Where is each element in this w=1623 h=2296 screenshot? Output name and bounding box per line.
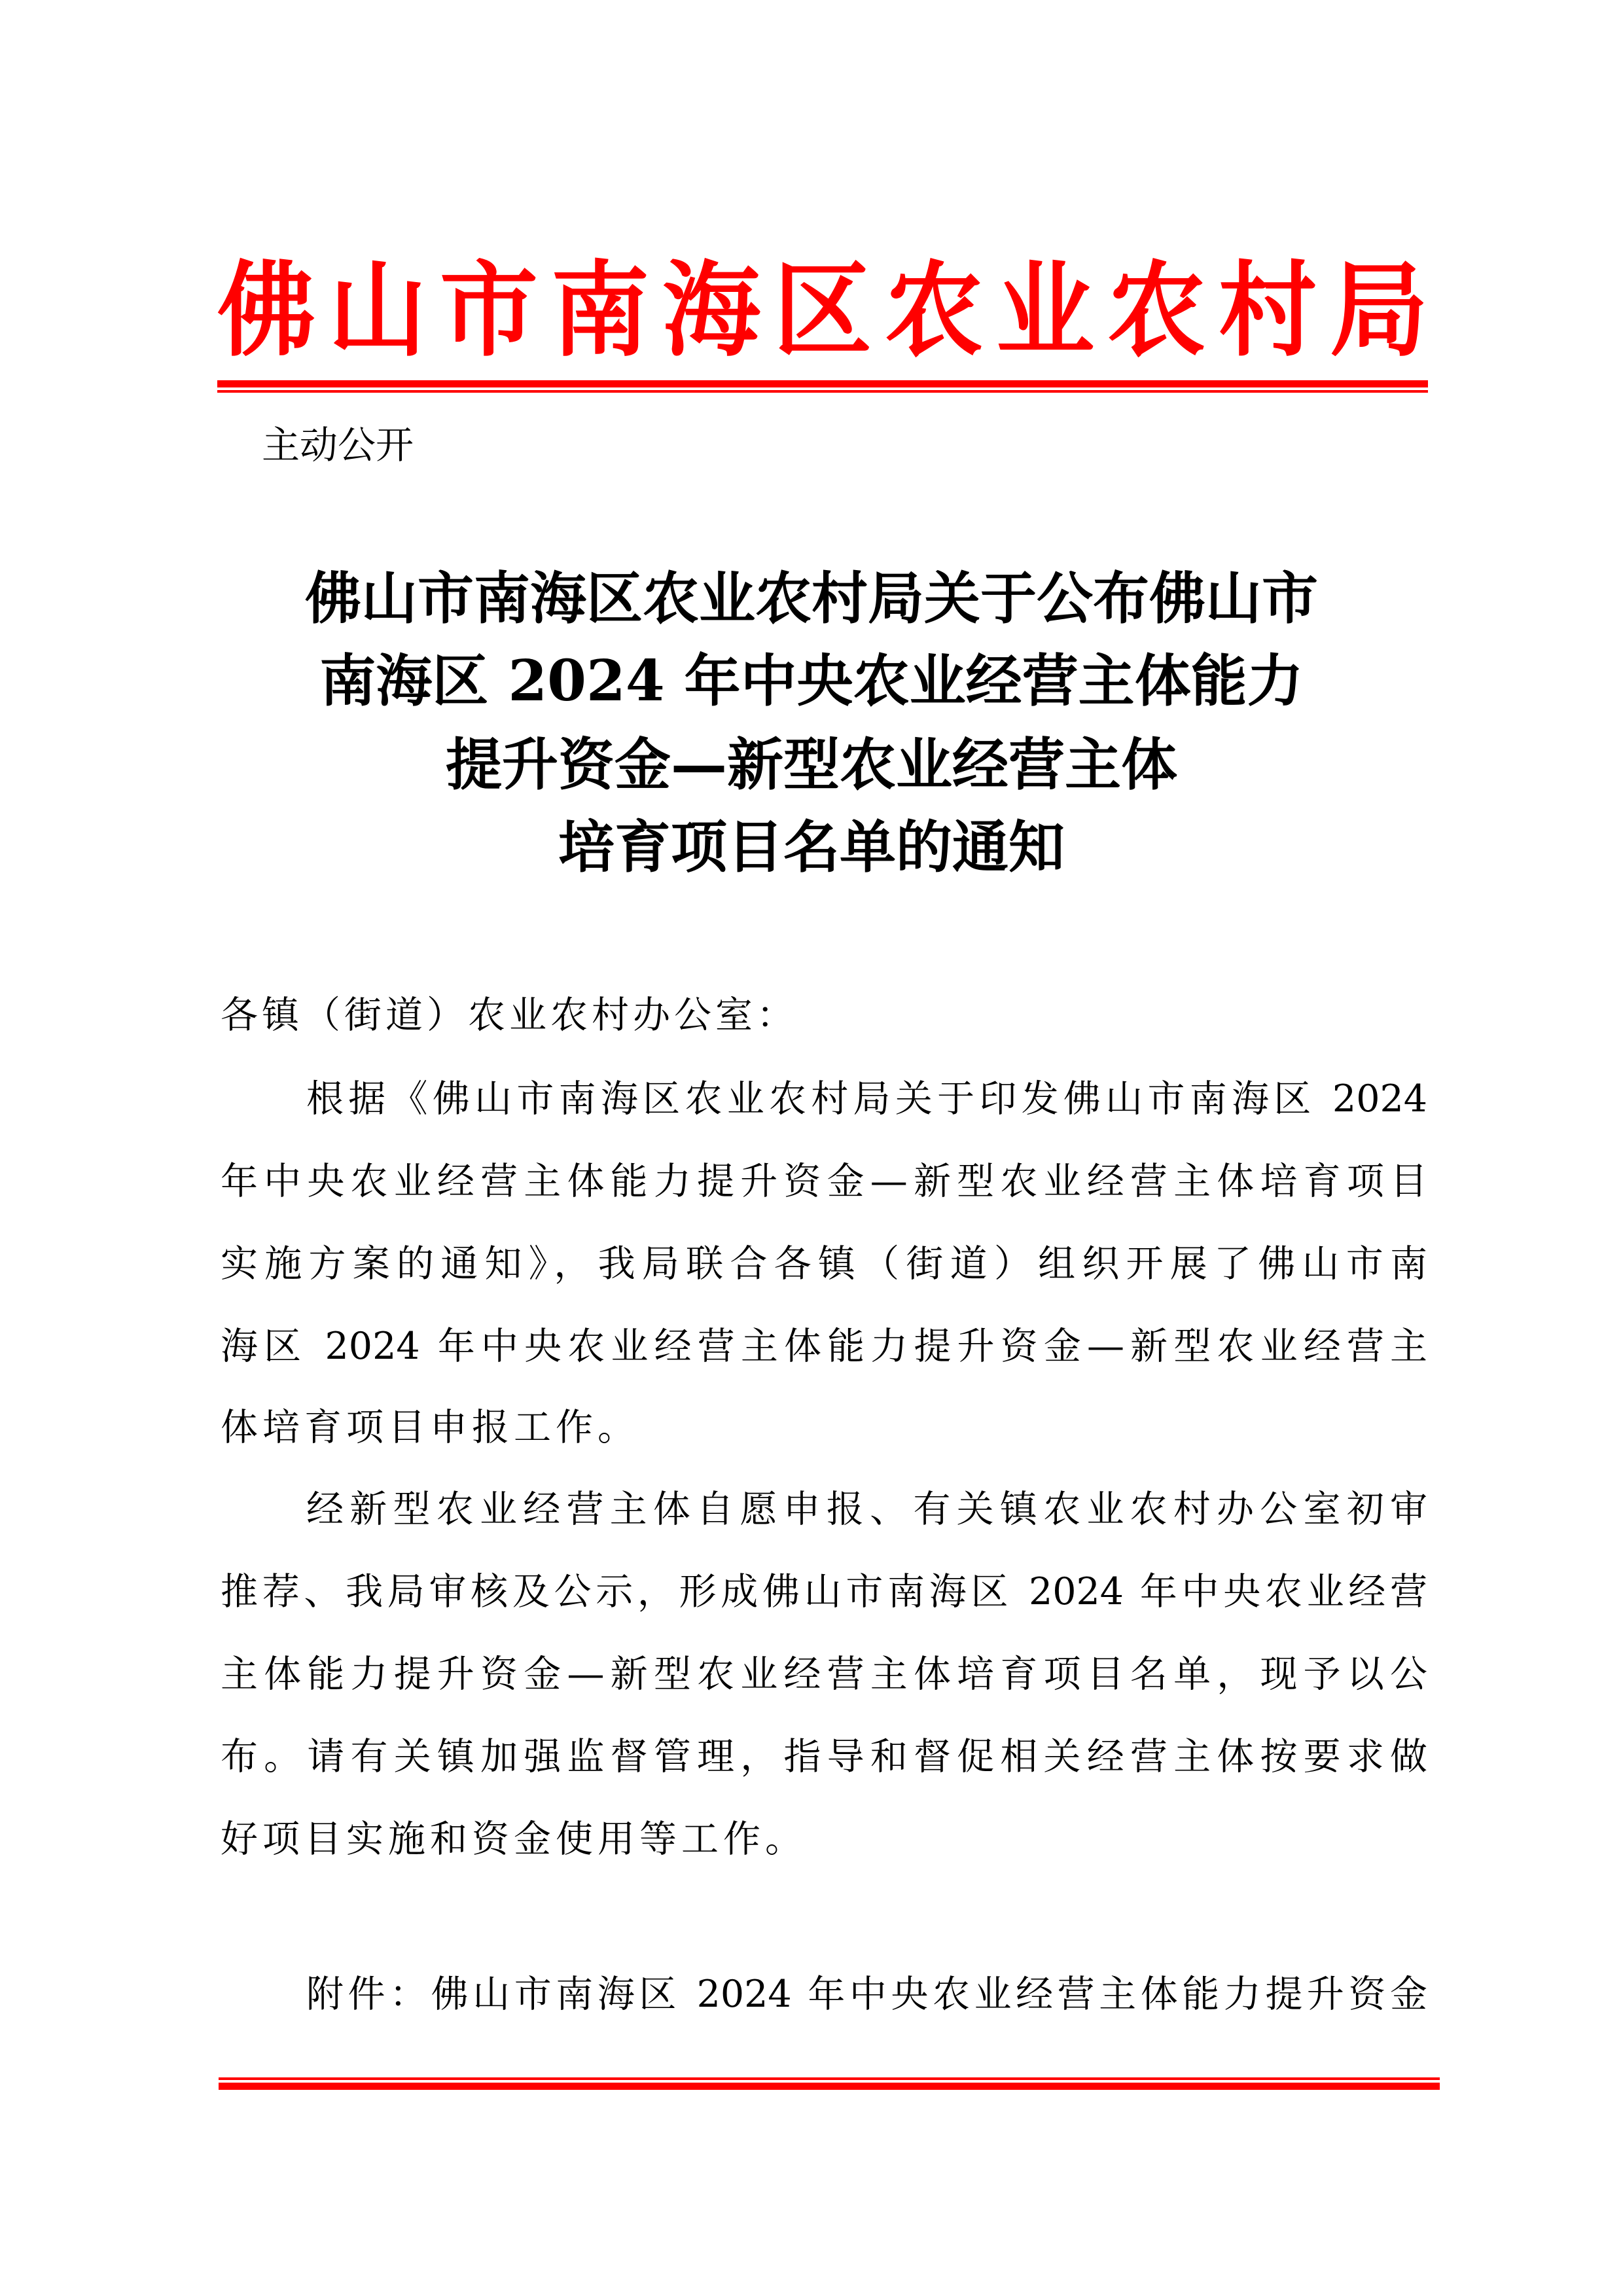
body-line: 经新型农业经营主体自愿申报、有关镇农业农村办公室初审 [306,1488,1427,1531]
header-thick-red-rule [217,380,1428,387]
header-thin-red-rule [217,390,1428,393]
body-line: 主体能力提升资金—新型农业经营主体培育项目名单，现予以公 [221,1653,1427,1696]
document-title-line: 培育项目名单的通知 [558,814,1065,880]
footer-thick-red-rule [219,2083,1440,2090]
body-line: 年中央农业经营主体能力提升资金—新型农业经营主体培育项目 [221,1160,1427,1203]
body-line: 推荐、我局审核及公示，形成佛山市南海区 2024 年中央农业经营 [221,1570,1427,1613]
body-line: 体培育项目申报工作。 [221,1406,639,1449]
body-line: 布。请有关镇加强监督管理，指导和督促相关经营主体按要求做 [221,1735,1427,1778]
document-title-line: 佛山市南海区农业农村局关于公布佛山市 [305,565,1318,632]
body-line: 根据《佛山市南海区农业农村局关于印发佛山市南海区 2024 [306,1077,1427,1121]
body-line: 好项目实施和资金使用等工作。 [221,1818,807,1861]
footer-thin-red-rule [219,2077,1440,2080]
issuing-authority-header: 佛山市南海区农业农村局 [217,249,1428,371]
document-title-line: 提升资金—新型农业经营主体 [446,732,1177,798]
salutation: 各镇（街道）农业农村办公室： [221,994,798,1037]
attachment-line: 附件：佛山市南海区 2024 年中央农业经营主体能力提升资金 [306,1973,1427,2016]
disclosure-label: 主动公开 [262,423,414,467]
body-line: 海区 2024 年中央农业经营主体能力提升资金—新型农业经营主 [221,1325,1427,1368]
document-title-line: 南海区 2024 年中央农业经营主体能力 [319,648,1304,714]
body-line: 实施方案的通知》，我局联合各镇（街道）组织开展了佛山市南 [221,1242,1427,1285]
